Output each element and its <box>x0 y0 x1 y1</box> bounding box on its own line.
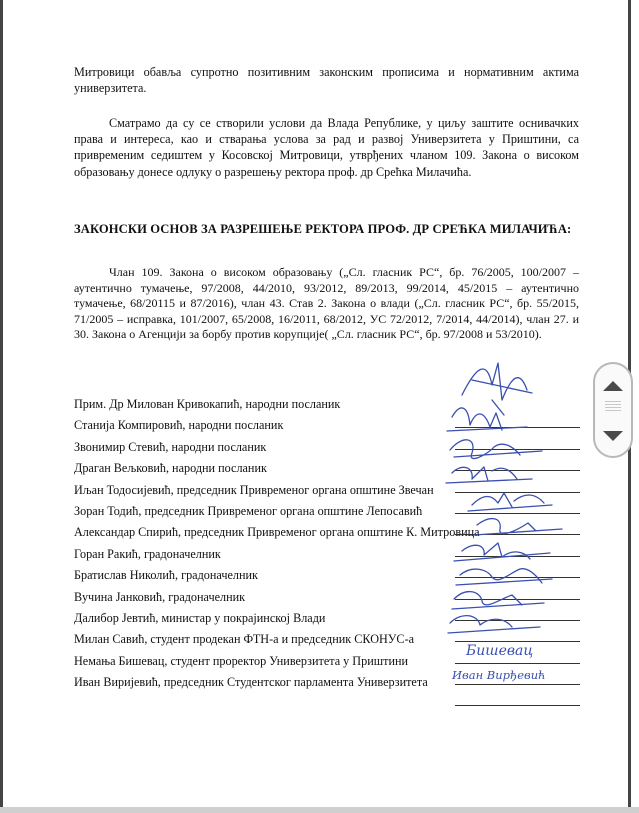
signatory-line: Прим. Др Милован Кривокапић, народни посланик <box>74 397 341 411</box>
signature-text-a: Бишевац <box>466 643 534 659</box>
legal-basis-paragraph: Члан 109. Закона о високом образовању („Сл. гласник РС“, бр. 76/2005, 100/2007 – аутентично тумачење, 97/2008, 44/2010, 93/2012, 89/2013, 99/2014, 45/2015 – аутентично тумачење, 68/20115 и 87/2016), члан 43. Став 2. Закона о влади („Сл. гласник РС“, бр. 55/2015, 71/2005 – исправка, 101/2007, 65/2008, 16/2011, 68/2012, УС 72/2012, 7/2014, 44/2014), члан 27. и 30. Закона о Агенцији за борбу против корупције( „Сл. гласник РС“, бр. 97/2008 и 53/2010). <box>74 265 579 342</box>
signature-5 <box>468 493 552 511</box>
signature-7 <box>454 543 550 561</box>
signatory-line: Немања Бишевац, студент проректор Универзитета у Приштини <box>74 653 409 668</box>
signature-8 <box>456 569 552 585</box>
signature-3 <box>450 440 542 459</box>
signatory-line: Вучина Јанковић, градоначелник <box>74 589 246 604</box>
scroll-up-button[interactable] <box>595 370 631 400</box>
signatory-line: Милан Савић, студент продекан ФТН-а и председник СКОНУС-а <box>74 632 415 647</box>
signature-1 <box>462 363 532 415</box>
signature-10 <box>448 616 540 633</box>
signatory-line: Иљан Тодосијевић, председник Привременог органа општине Звечан <box>74 482 434 497</box>
signature-6 <box>474 519 562 535</box>
signatory-line: Александар Спирић, председник Привременог органа општине К. Митровица <box>74 525 480 540</box>
signatory-line: Иван Виријевић, председник Студентског парламента Универзитета <box>74 675 428 690</box>
signatory-list <box>74 396 480 695</box>
chevron-up-icon <box>595 370 631 400</box>
signature-4 <box>446 467 532 483</box>
scroll-down-button[interactable] <box>595 422 631 452</box>
chevron-down-icon <box>595 422 631 452</box>
signatory-line: Горан Ракић, градоначелник <box>74 546 221 561</box>
handwritten-signatures <box>432 355 592 695</box>
signatory-line: Братислав Николић, градоначелник <box>74 568 258 583</box>
signature-text-b: Иван Вирђевић <box>452 668 546 682</box>
signatory-line: Станија Компировић, народни посланик <box>74 418 284 433</box>
paragraph-request: Сматрамо да су се створили услови да Влада Републике, у циљу заштите оснивачких права и интереса, као и стварања услова за рад и развој Универзитета у Приштини, са привременим седиштем у Косовској Митровици, утврђених чланом 109. Закона о високом образовању донесе одлуку о разрешењу ректора проф. др Срећка Милачића. <box>74 116 579 179</box>
signatory-line: Далибор Јевтић, министар у покрајинској Влади <box>74 610 326 625</box>
signatory-line: Драган Вељковић, народни посланик <box>74 461 267 476</box>
signatory-line: Зоран Тодић, председник Привременог органа општине Лепосавић <box>74 503 423 518</box>
grip-icon <box>605 401 621 415</box>
signature-9 <box>452 592 544 609</box>
section-heading: ЗАКОНСКИ ОСНОВ ЗА РАЗРЕШЕЊЕ РЕКТОРА ПРОФ. ДР СРЕЋКА МИЛАЧИЋА: <box>74 222 572 236</box>
scroll-control[interactable] <box>593 362 633 458</box>
page-border-left <box>0 0 3 813</box>
page-border-bottom <box>0 807 639 813</box>
paragraph-continuation: Митровици обавља супротно позитивним законским прописима и нормативним актима универзитета. <box>74 65 579 96</box>
signature-2 <box>447 408 527 431</box>
signatory-line: Звонимир Стевић, народни посланик <box>74 439 267 454</box>
